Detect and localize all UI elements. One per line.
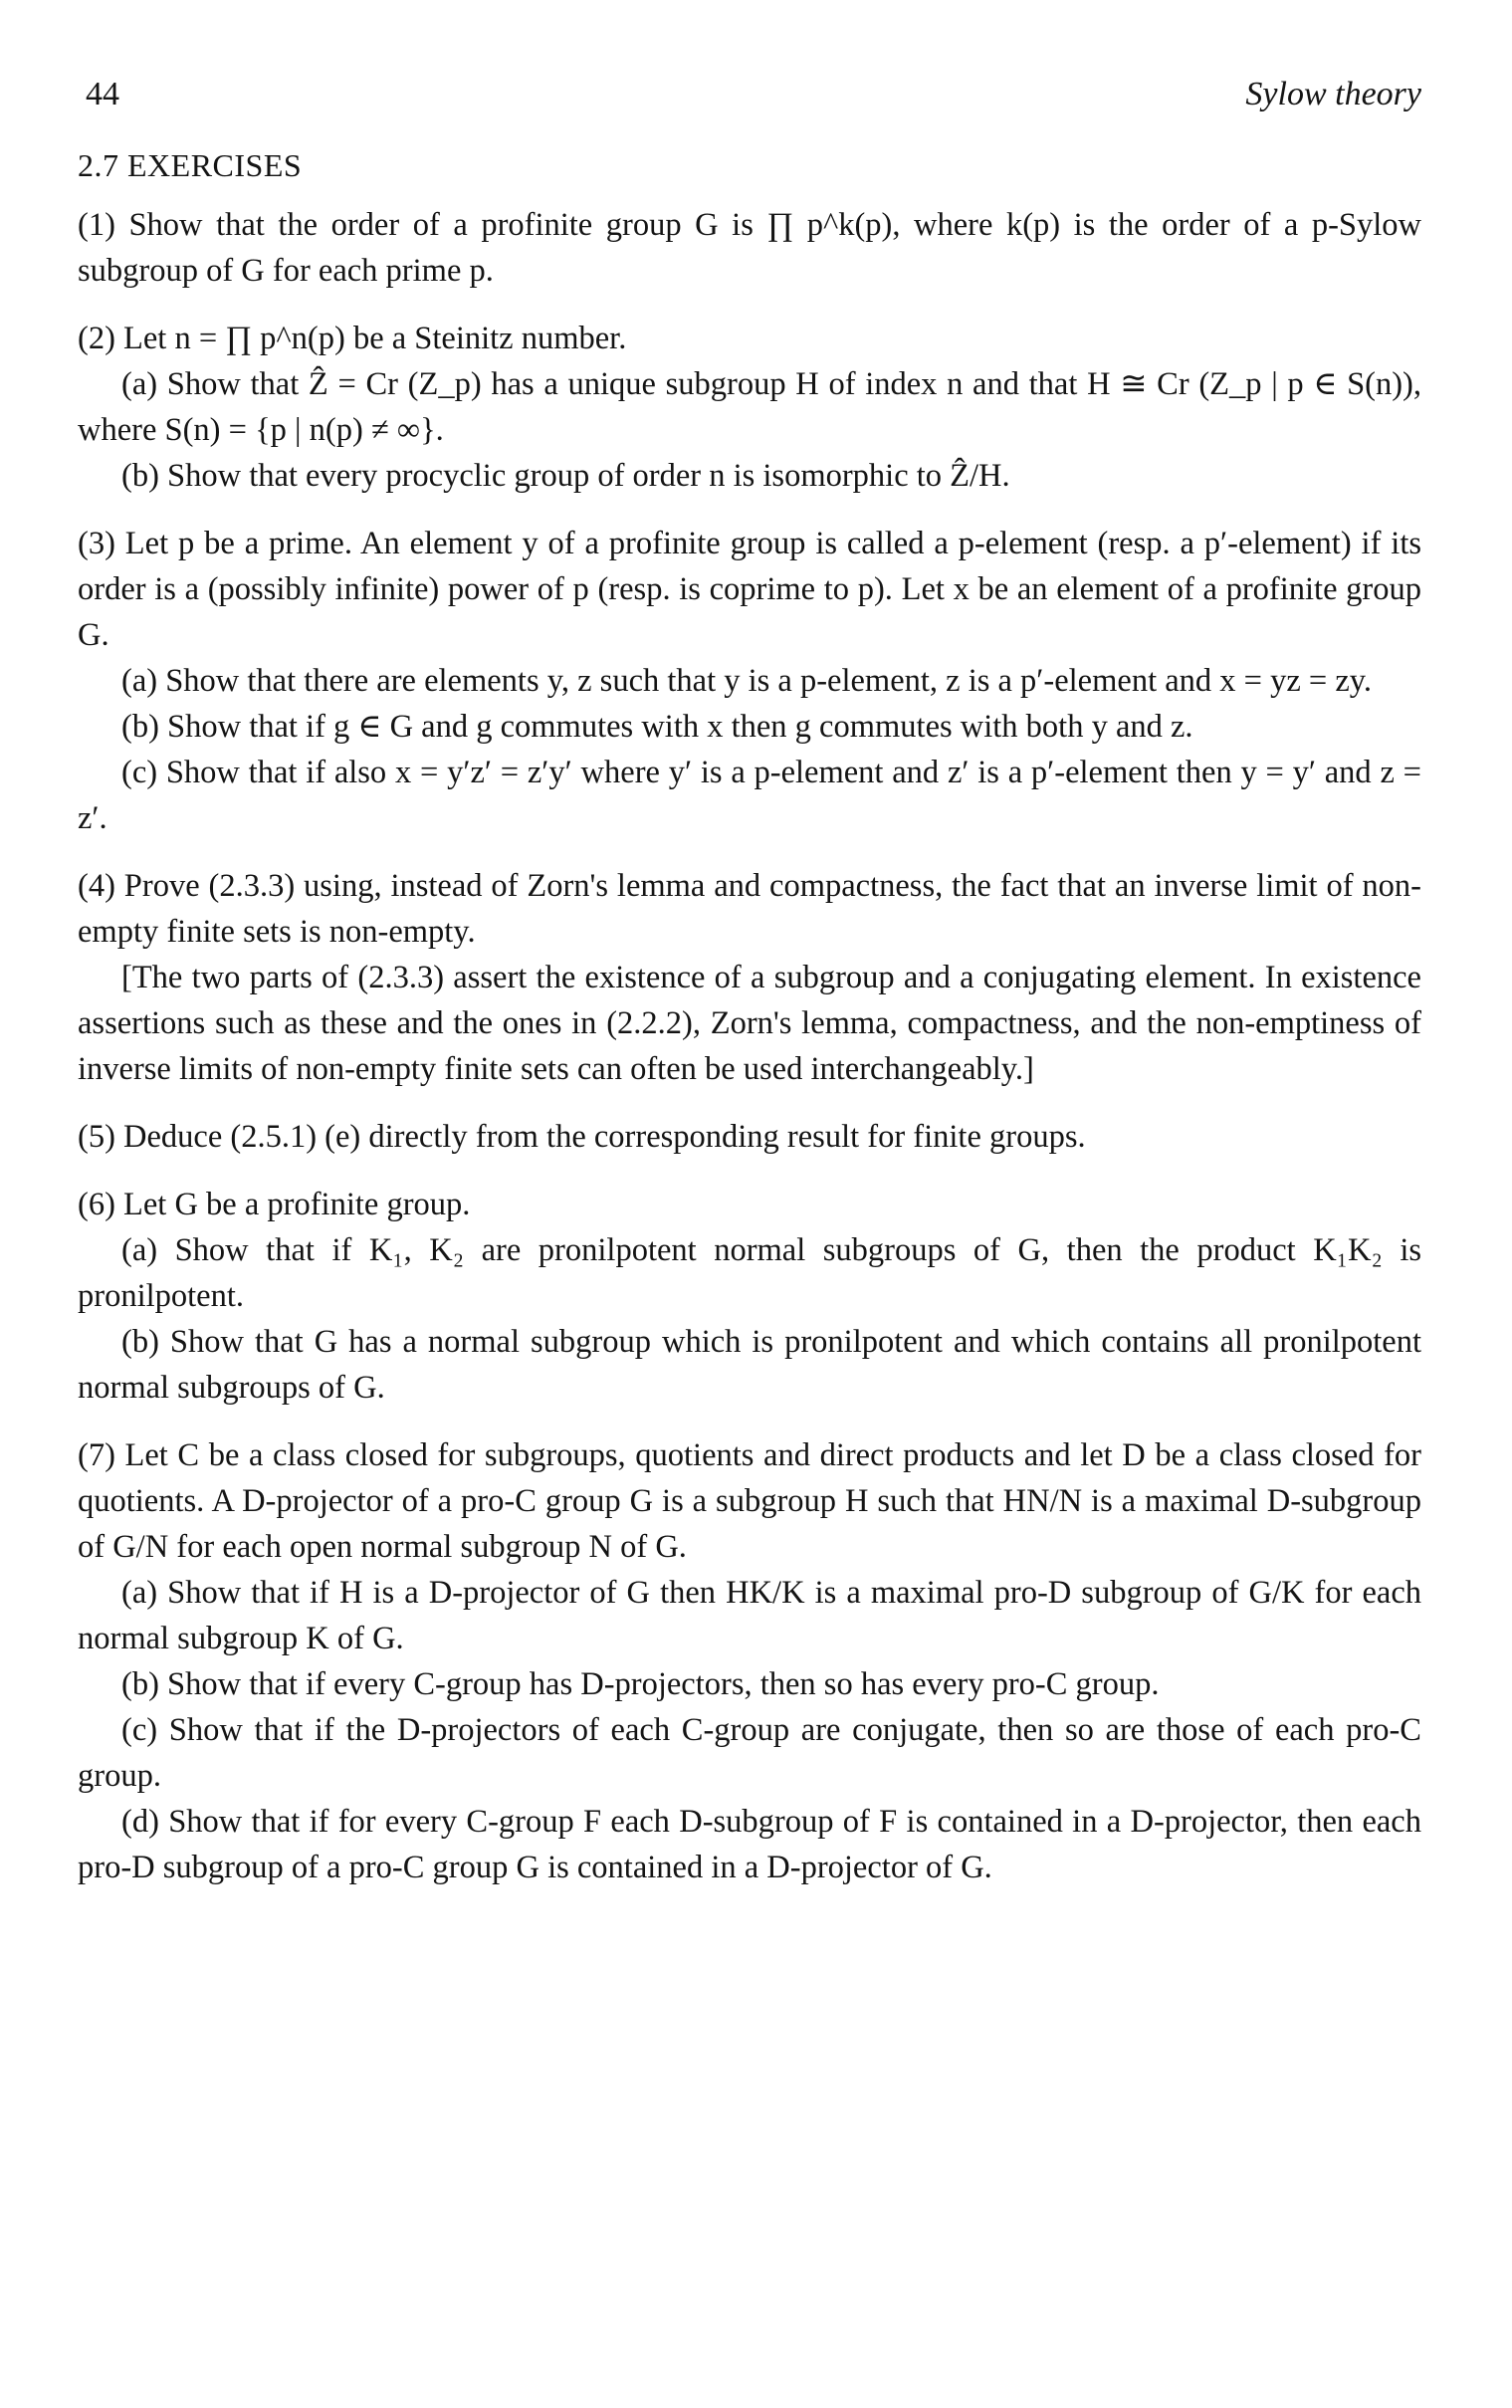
page-header <box>78 70 1421 117</box>
exercise-number: (1) <box>78 207 115 243</box>
exercise-part: (b) Show that every procyclic group of order n is isomorphic to Ẑ/H. <box>121 458 1010 494</box>
running-title: Sylow theory <box>1245 76 1421 112</box>
exercise-text: Let p be a prime. An element y of a profinite group is called a p-element (resp. a p′-element) if its order is a (possibly infinite) power of p (resp. is coprime to p). Let x be an element of a profinite group G. <box>78 526 1421 653</box>
exercise-part: [The two parts of (2.3.3) assert the existence of a subgroup and a conjugating element. In existence assertions such as these and the ones in (2.2.2), Zorn's lemma, compactness, and the non-emptiness of inverse limits of non-empty finite sets can often be used interchangeably.] <box>78 960 1421 1087</box>
exercise-statement <box>78 1114 1421 1160</box>
exercise-number: (4) <box>78 868 115 904</box>
exercise-part: (c) Show that if the D-projectors of each C-group are conjugate, then so are those of each pro-C group. <box>78 1712 1421 1794</box>
exercise-number: (5) <box>78 1119 115 1155</box>
exercise-statement <box>78 1182 1421 1227</box>
exercise-number: (3) <box>78 526 115 561</box>
exercise-part: (a) Show that if H is a D-projector of G then HK/K is a maximal pro-D subgroup of G/K for each normal subgroup K of G. <box>78 1575 1421 1656</box>
exercise-text: Show that the order of a profinite group G is ∏ p^k(p), where k(p) is the order of a p-Sylow subgroup of G for each prime p. <box>78 207 1421 289</box>
exercise-2 <box>78 316 1421 499</box>
exercise-4 <box>78 863 1421 1092</box>
exercise-part: (a) Show that Ẑ = Cr (Z_p) has a unique subgroup H of index n and that H ≅ Cr (Z_p | p ∈ S(n)), where S(n) = {p | n(p) ≠ ∞}. <box>78 366 1421 448</box>
exercise-part: (b) Show that if g ∈ G and g commutes with x then g commutes with both y and z. <box>121 709 1193 745</box>
exercise-statement <box>78 521 1421 658</box>
exercise-text: Let G be a profinite group. <box>123 1187 471 1222</box>
exercise-statement <box>78 863 1421 955</box>
exercise-6 <box>78 1182 1421 1411</box>
exercise-part: (c) Show that if also x = y′z′ = z′y′ where y′ is a p-element and z′ is a p′-element then y = y′ and z = z′. <box>78 755 1421 836</box>
exercise-3 <box>78 521 1421 841</box>
exercise-text: Let n = ∏ p^n(p) be a Steinitz number. <box>123 321 627 356</box>
section-title: 2.7 EXERCISES <box>78 147 303 183</box>
exercise-1 <box>78 202 1421 294</box>
exercise-number: (7) <box>78 1437 115 1473</box>
exercise-text: Deduce (2.5.1) (e) directly from the corresponding result for finite groups. <box>123 1119 1086 1155</box>
exercise-5 <box>78 1114 1421 1160</box>
page-number: 44 <box>86 76 119 112</box>
exercise-7 <box>78 1432 1421 1890</box>
exercise-statement <box>78 316 1421 361</box>
exercise-list <box>78 202 1421 1890</box>
exercise-part: (d) Show that if for every C-group F each D-subgroup of F is contained in a D-projector, then each pro-D subgroup of a pro-C group G is contained in a D-projector of G. <box>78 1804 1421 1885</box>
exercise-text: Prove (2.3.3) using, instead of Zorn's lemma and compactness, the fact that an inverse limit of non-empty finite sets is non-empty. <box>78 868 1421 950</box>
exercise-part: (b) Show that G has a normal subgroup which is pronilpotent and which contains all pronilpotent normal subgroups of G. <box>78 1324 1421 1406</box>
exercise-number: (2) <box>78 321 115 356</box>
exercise-part: (b) Show that if every C-group has D-projectors, then so has every pro-C group. <box>121 1666 1160 1702</box>
exercise-number: (6) <box>78 1187 115 1222</box>
exercise-part: (a) Show that there are elements y, z such that y is a p-element, z is a p′-element and x = yz = zy. <box>121 663 1373 699</box>
book-page <box>78 70 1421 1912</box>
exercise-text: Let C be a class closed for subgroups, quotients and direct products and let D be a class closed for quotients. A D-projector of a pro-C group G is a subgroup H such that HN/N is a maximal D-subgroup of G/N for each open normal subgroup N of G. <box>78 1437 1422 1565</box>
exercise-part: (a) Show that if K₁, K₂ are pronilpotent normal subgroups of G, then the product K₁K₂ is pronilpotent. <box>78 1232 1421 1314</box>
exercise-statement <box>78 1432 1421 1570</box>
exercise-statement <box>78 202 1421 294</box>
